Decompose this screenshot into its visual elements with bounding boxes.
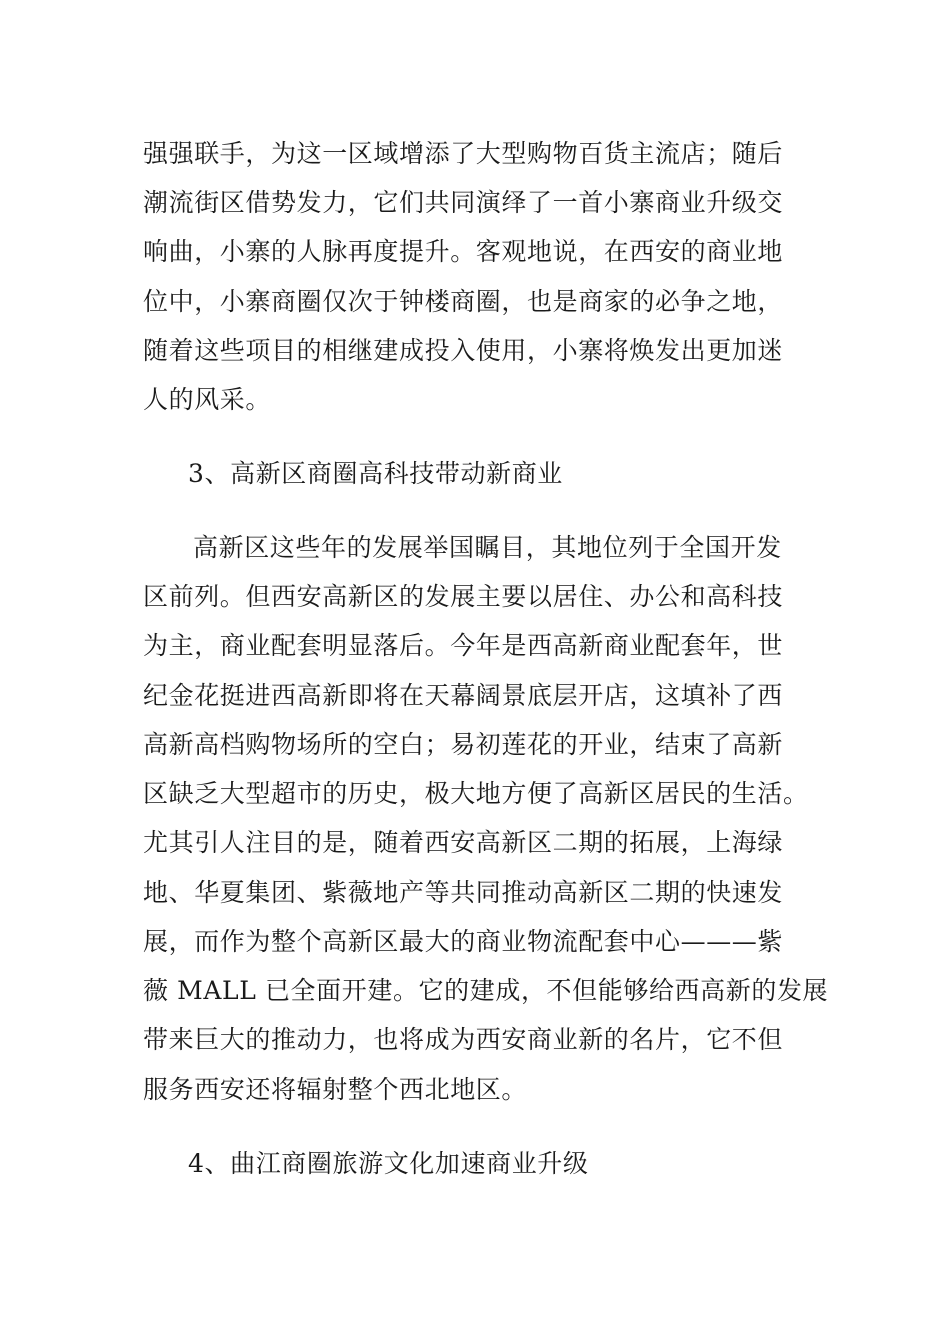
paragraph-2-line-2: 区前列。但西安高新区的发展主要以居住、办公和高科技	[143, 582, 784, 611]
paragraph-1-line-2: 潮流街区借势发力，它们共同演绎了一首小寨商业升级交	[143, 188, 784, 217]
paragraph-1-line-6: 人的风采。	[143, 385, 272, 414]
section-heading-3: 3、高新区商圈高科技带动新商业	[188, 459, 563, 488]
paragraph-2-line-3: 为主，商业配套明显落后。今年是西高新商业配套年，世	[143, 631, 784, 660]
paragraph-2-line-9: 展，而作为整个高新区最大的商业物流配套中心———紫	[143, 927, 784, 956]
section-heading-4: 4、曲江商圈旅游文化加速商业升级	[188, 1149, 589, 1178]
paragraph-2-line-12: 服务西安还将辐射整个西北地区。	[143, 1075, 528, 1104]
paragraph-1-line-5: 随着这些项目的相继建成投入使用，小寨将焕发出更加迷	[143, 336, 784, 365]
paragraph-2-line-1: 高新区这些年的发展举国瞩目，其地位列于全国开发	[193, 533, 782, 562]
paragraph-1-line-1: 强强联手，为这一区域增添了大型购物百货主流店；随后	[143, 139, 784, 168]
paragraph-2-line-10: 薇 MALL 已全面开建。它的建成，不但能够给西高新的发展	[143, 976, 829, 1005]
paragraph-2-line-4: 纪金花挺进西高新即将在天幕阔景底层开店，这填补了西	[143, 681, 784, 710]
paragraph-1-line-3: 响曲，小寨的人脉再度提升。客观地说，在西安的商业地	[143, 237, 784, 266]
paragraph-2-line-5: 高新高档购物场所的空白；易初莲花的开业，结束了高新	[143, 730, 784, 759]
paragraph-2-line-8: 地、华夏集团、紫薇地产等共同推动高新区二期的快速发	[143, 878, 784, 907]
paragraph-2-line-7: 尤其引人注目的是，随着西安高新区二期的拓展，上海绿	[143, 828, 784, 857]
paragraph-1-line-4: 位中，小寨商圈仅次于钟楼商圈，也是商家的必争之地，	[143, 287, 784, 316]
paragraph-2-line-6: 区缺乏大型超市的历史，极大地方便了高新区居民的生活。	[143, 779, 809, 808]
paragraph-2-line-11: 带来巨大的推动力，也将成为西安商业新的名片，它不但	[143, 1025, 784, 1054]
